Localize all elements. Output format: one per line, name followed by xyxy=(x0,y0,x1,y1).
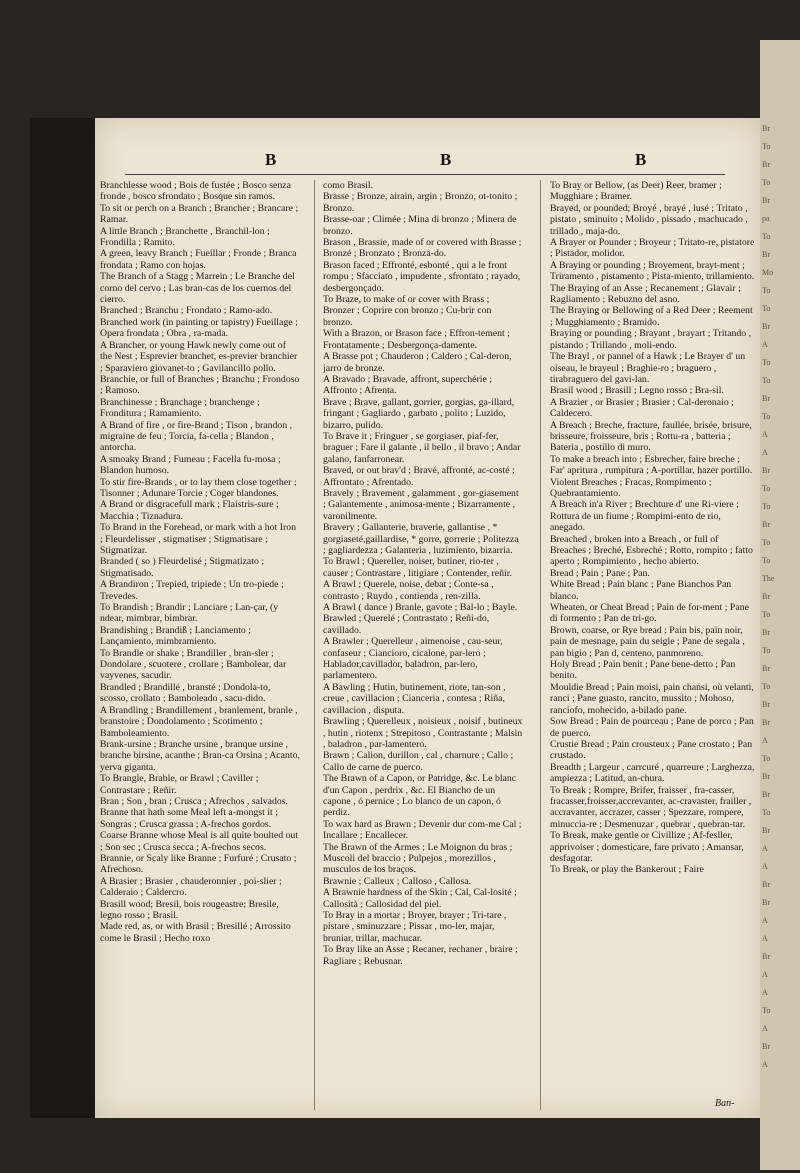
column-3: To Bray or Bellow, (as Deer) Reer, bramer ; Mugghiare ; Bramer. Brayed, or pounded; Broyé , brayé , lusé ; Tritato , pistato , sminuito ; Molido , pissado , machucado , trillado , maja-do. A Brayer or Pounder ; Broyeur ; Tritato-re, pistatore ; Pistador, molidor. A Braying or pounding ; Broyement, brayt-ment ; Triramento , pistamento ; Pista-miento, trillamiento. The Braying of an Asse ; Recanement ; Glavair ; Ragliamento ; Rebuzno del asno. The Braying or Bellowing of a Red Deer ; Reement ; Mugghiamento ; Bramido. Braying or pounding ; Brayant , brayart ; Tritando , pistando ; Trillando , moli-endo. The Brayl , or pannel of a Hawk ; Le Brayer d' un oiseau, le brayeul ; Braghie-ro ; braguero , tirabraguero del gavi-lan. Brasil wood ; Brasill ; Legno rosso ; Bra-sil. A Brazier , or Brasier ; Brasier ; Cal-deronaio ; Caldecero. A Breach ; Breche, fracture, faullée, brisée, brisure, brisseure, froisseure, bris ; Rottu-ra , batteria ; Bateria , postillo di muro. To make a breach into ; Esbrecher, faire breche ; Far' apritura , rumpitura ; A-portillar, hazer portillo. Violent Breaches ; Fracas, Rompimento ; Quebrantamiento. A Breach in'a River ; Brechture d' une Ri-viere ; Rottura de un fiume ; Rompimi-ento de rio, anegado. Breached , broken into a Breach , or full of Breaches ; Breché, Esbreché ; Rotto, rompito ; fatto aperto ; Rompimiento , hecho abierto. Bread ; Pain ; Pane ; Pan. White Bread ; Pain blanc ; Pane Bianchos Pan blanco. Wheaten, or Cheat Bread ; Pain de for-ment ; Pane di formento ; Pan de tri-go. Brown, coarse, or Rye bread ; Pain bis, pain noir, pain de mesnage, pain du seigle ; Pane de segala , pan bigio ; Pan d, centeno, panmoreno. Holy Bread ; Pain benit ; Pane bene-detto ; Pan benito. Mouldie Bread ; Pain moisi, pain chansi, où velanti, ranci ; Pane guasto, rancito, mussito ; Mohoso, ranciofo, mohecido, a-bilado pane. Sow Bread ; Pain de pourceau ; Pane de porco ; Pan de puerco. Crustie Bread ; Pain crousteux ; Pane crostato ; Pan crustado. Breadth ; Largeur , carrcuré , quarreure ; Larghezza, ampiezza ; Latitud, an-chura. To Break ; Rompre, Brifer, fraisser , fra-casser, fracasser,froisser,accrevanter, ac-cravaster, frailler , accravanter, accrazer, casser ; Spezzare, rompere, minuccia-re ; Desmenuzar , quebrar , quebran-tar. To Break, make gentle or Civillize ; Af-fesller, apprivoiser ; domesticare, fare privato ; Amansar, desfagotar. To Break, or play the Bankerout ; Faire xyxy=(550,180,755,876)
header-left: B xyxy=(265,150,277,169)
facing-page-fragment: Br To Br To Br pa To Br Mo To To Br A To To Br To A A Br To To Br To To The Br To Br To Br To Br Br A To Br Br To Br A A Br Br A A Br A A To A Br A xyxy=(762,124,775,1069)
column-divider-1 xyxy=(314,180,315,1110)
binding-shadow xyxy=(30,118,95,1118)
column-2: como Brasil. Brasse ; Bronze, airain, argin ; Bronzo, ot-tonito ; Bronzo. Brasse-oar ; Climée ; Mina di bronzo ; Minera de bronzo. Brason , Brassie, made of or covered with Brasse ; Bronzé ; Bronzato ; Bronza-do. Brason faced ; Effronté, esbonté , qui a le front rompu ; Sfacciato , impudente , sfrontato ; rayado, desbergonçado. To Braze, to make of or cover with Brass ; Bronzer ; Coprire con bronzo ; Cu-brir con bronzo. With a Brazon, or Brason face ; Effron-tement ; Frontatamente ; Desbergonça-damente. A Brasse pot ; Chauderon ; Caldero ; Cal-deron, jarro de bronze. A Bravado ; Bravade, affront, superchérie ; Affronto ; Afrenta. Brave ; Brave, gallant, gorrier, gorgias, ga-illard, fringant ; Gagliardo , garbato , polito ; Luzido, bizarro, pulido. To Brave it ; Fringuer , se gorgiaser, piaf-fer, braguer ; Fare il galante , il bello , il bravo ; Andar galano, fanfarronear. Braved, or out brav'd ; Bravé, affronté, ac-costé ; Affrontato ; Afrentado. Bravely ; Bravement , galamment , gor-giasement ; Galantemente , animosa-mente ; Bizarramente , varonilmente. Bravery ; Gallanterie, braverie, gallantise , * gorgiaseté,gaillardise, * gorre, gorrerie ; Politezza ; gagliardezza ; Galanteria , luzimiento, bizarria. To Brawl ; Quereller, noiser, butiner, rio-ter , causer ; Contrastare , litigiare ; Contender, reñir. A Brawl ; Querele, noise, debat ; Conte-sa , contrasto ; Ruydo , contienda , ren-zilla. A Brawl ( dance ) Branle, gavote ; Bal-lo ; Bayle. Brawled ; Querelé ; Contrastato ; Reñi-do, cavillado. A Brawler ; Querelleur , aimenoise , cau-seur, confaseur ; Ciancioro, cicalone, par-lero ; Hablador,cavillador, baladron, par-lero, parlamentero. A Bawling ; Hutin, butinement, riote, tan-son , creue , cavillacion ; Cianceria , contesa ; Riña, cavillacion , disputa. Brawling ; Querelleux , noisieux , noisif , butineux , hutin , riotenx ; Strepitoso , Contrastante ; Malsin , baladron , par-lamentero. Brawn ; Calion, durillon , cal , charnure ; Callo ; Callo de carne de puerco. The Brawn of a Capon, or Patridge, &c. Le blanc d'un Capon , perdrix , &c. El Biancho de un capone , ó pernice ; Lo blanco de un capon, ó perdiz. To wax hard as Brawn ; Devenir dur com-me Cal ; Incallare ; Encallecer. The Brawn of the Armes ; Le Moignon du bras ; Muscoli del braccio ; Pulpejos , morezillos , musculos de los braços. Brawnie ; Calleux ; Calloso , Callosa. A Brawnie hardness of the Skin ; Cal, Cal-losité ; Callosità ; Callosidad del piel. To Bray in a mortar ; Broyer, brayer ; Tri-tare , pistare , sminuzzare ; Pissar , mo-ler, majar, bruniar, trillar, machucar. To Bray like an Asse ; Recaner, rechaner , braire ; Ragliare ; Rebusnar. xyxy=(323,180,523,967)
header-center: B xyxy=(440,150,452,169)
column-divider-2 xyxy=(540,180,541,1110)
running-headers xyxy=(130,150,720,170)
column-1: Branchlesse wood ; Bois de fustée ; Bosco senza fronde , bosco sfrondato ; Bosque sin ramos. To sit or perch on a Branch ; Brancher ; Brancare ; Ramar. A little Branch ; Branchette , Branchil-lon ; Frondilla ; Ramito. A green, leavy Branch ; Fueillar ; Fronde ; Branca frondata ; Ramo con hojas. The Branch of a Stagg ; Marrein ; Le Branche del corno del cervo ; Las bran-cas de los cuernos del cierro. Branched ; Branchu ; Frondato ; Ramo-ado. Branched work (in painting or tapistry) Fueillage ; Opera frondata ; Obra , ra-mada. A Brancher, or young Hawk newly come out of the Nest ; Esprevier branchet, es-previer branchier ; Sparaviero giovanet-to ; Gavilancillo pollo. Branchie, or full of Branches ; Branchu ; Frondoso ; Ramoso. Branchinesse ; Branchage ; branchenge ; Fronditura ; Ramamiento. A Brand of fire , or fire-Brand ; Tison , brandon , migraine de feu ; Torcia, fa-cella ; Blandon , antorcha. A smoaky Brand ; Fumeau ; Facella fu-mosa ; Blandon humoso. To stir fire-Brands , or to lay them close together ; Tisonner ; Adunare Torcie ; Coger blandones. A Brand or disgracefull mark ; Flaistris-sure ; Macchia ; Tiznadura. To Brand in the Forehead, or mark with a hot Iron ; Fleurdelisser , stigmatiser ; Stigmatisare ; Stigmatizar. Branded ( so ) Fleurdelisé ; Stigmatizato ; Stigmatisado. A Brandiron ; Trepied, tripiede ; Un tro-piede ; Trevedes. To Brandish ; Brandir ; Lanciare ; Lan-çar, (y ndear, mimbrar, bimbrar. Brandishing ; Brandiß ; Lanciamento ; Lançamiento, mimbramiento. To Brandle or shake ; Brandiller , bran-sler ; Dondolare , scuotere , crollare ; Bambolear, dar vayvenes, sacudir. Brandled ; Brandillé , bransté ; Dondola-to, scosso, crollato ; Bamboleado , sacu-dido. A Brandling ; Brandillement , branlement, branle , branstoire ; Dondolamento ; Scotimento ; Bamboleamiento. Brank-ursine ; Branche ursine , branque ursine , branche birsine, acanthe ; Bran-ca Orsina ; Acanto, yerva giganta. To Brangle, Brable, or Brawl ; Caviller ; Contrastare ; Reñir. Bran ; Son , bran ; Crusca ; Afrechos , salvados. Branne that hath some Meal left a-mongst it ; Songras ; Crusca grassa ; A-frechos gordos. Coarse Branne whose Meal is all quite boulted out ; Son sec ; Crusca secca ; A-frechos secos. Brannie, or Scaly like Branne ; Furfuré ; Crusato ; Afrechoso. A Brasier ; Brasier , chauderonnier , poi-slier ; Calderaio ; Caldercro. Brasill wood; Bresil, bois rougeastre; Bresile, legno rosso ; Brasil. Made red, as, or with Brasil ; Bresillé ; Arrossito come le Brasil ; Hecho roxo xyxy=(100,180,300,944)
catchword: Ban- xyxy=(715,1098,735,1109)
header-right: B xyxy=(635,150,647,169)
header-rule xyxy=(125,174,725,175)
